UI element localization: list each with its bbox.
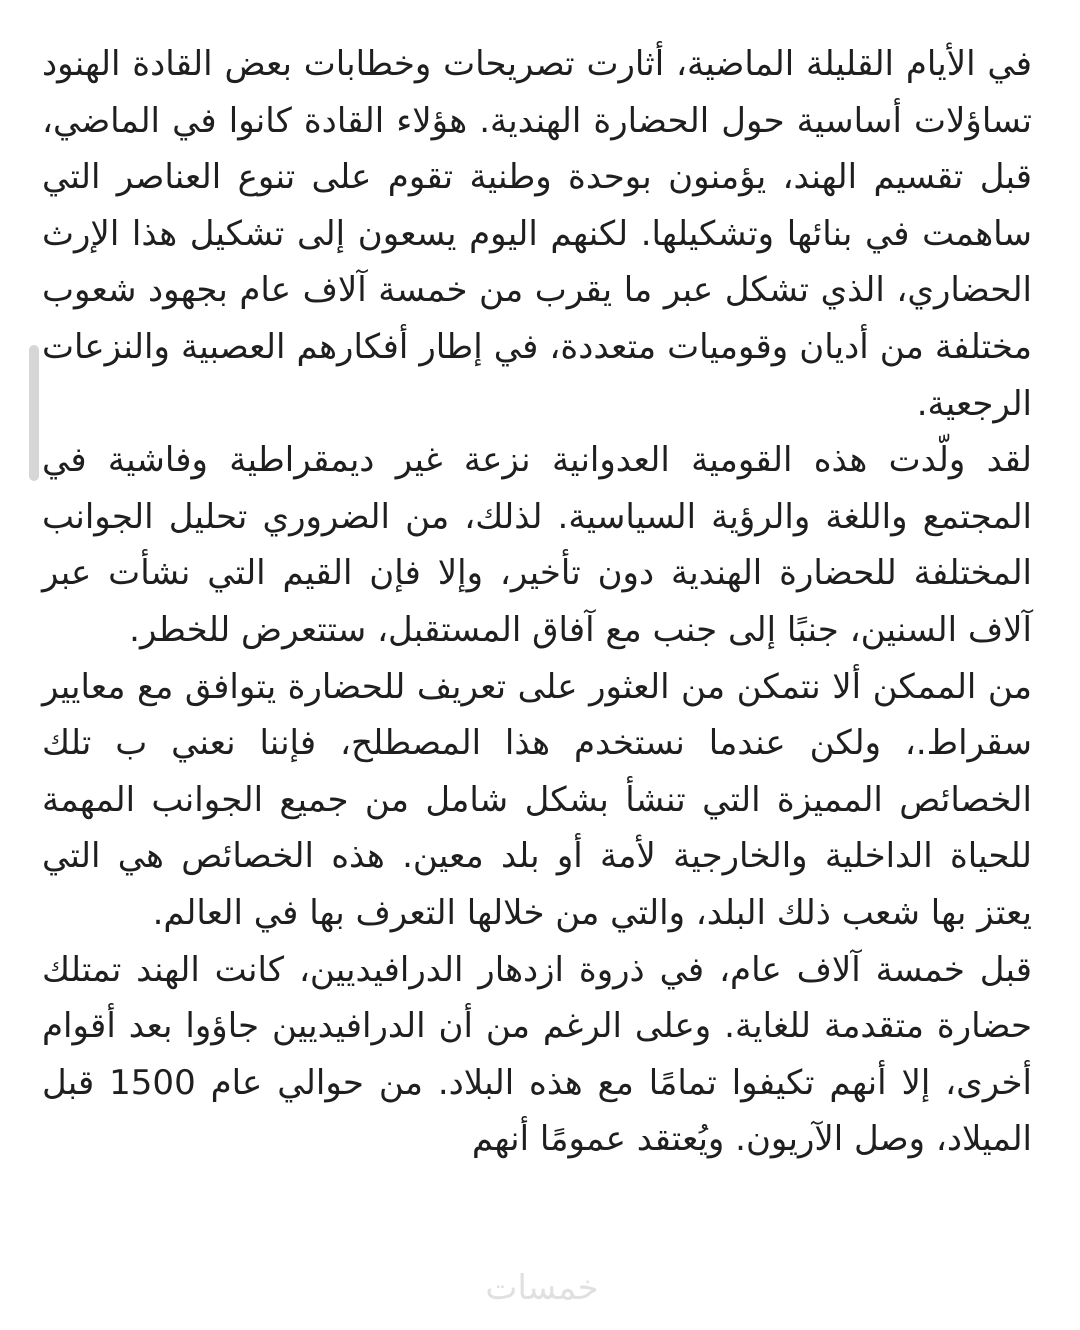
paragraph-3: من الممكن ألا نتمكن من العثور على تعريف للحضارة يتوافق مع معايير سقراط.، ولكن عندما نستخدم هذا المصطلح، فإننا نعني ب تلك الخصائص المميزة التي تنشأ بشكل شامل من جميع الجوانب المهمة للحياة الداخلية والخارجية لأمة أو بلد معين. هذه الخصائص هي التي يعتز بها شعب ذلك البلد، والتي من خلالها التعرف بها في العالم. — [42, 666, 1032, 933]
watermark-logo: خمسات — [485, 1268, 599, 1308]
paragraph-1: في الأيام القليلة الماضية، أثارت تصريحات وخطابات بعض القادة الهنود تساؤلات أساسية حول الحضارة الهندية. هؤلاء القادة كانوا في الماضي، قبل تقسيم الهند، يؤمنون بوحدة وطنية تقوم على تنوع العناصر التي ساهمت في بنائها وتشكيلها. لكنهم اليوم يسعون إلى تشكيل هذا الإرث الحضاري، الذي تشكل عبر ما يقرب من خمسة آلاف عام بجهود شعوب مختلفة من أديان وقوميات متعددة، في إطار أفكارهم العصبية والنزعات الرجعية. — [42, 44, 1032, 424]
paragraph-4: قبل خمسة آلاف عام، في ذروة ازدهار الدرافيديين، كانت الهند تمتلك حضارة متقدمة للغاية. وعلى الرغم من أن الدرافيديين جاؤوا بعد أقوام أخرى، إلا أنهم تكيفوا تمامًا مع هذه البلاد. من حوالي عام 1500 قبل الميلاد، وصل الآريون. ويُعتقد عمومًا أنهم — [42, 949, 1032, 1160]
vertical-scrollbar[interactable] — [29, 345, 39, 481]
paragraph-2: لقد ولّدت هذه القومية العدوانية نزعة غير ديمقراطية وفاشية في المجتمع واللغة والرؤية السياسية. لذلك، من الضروري تحليل الجوانب المختلفة للحضارة الهندية دون تأخير، وإلا فإن القيم التي نشأت عبر آلاف السنين، جنبًا إلى جنب مع آفاق المستقبل، ستتعرض للخطر. — [42, 440, 1032, 650]
article-body — [42, 36, 1032, 1168]
